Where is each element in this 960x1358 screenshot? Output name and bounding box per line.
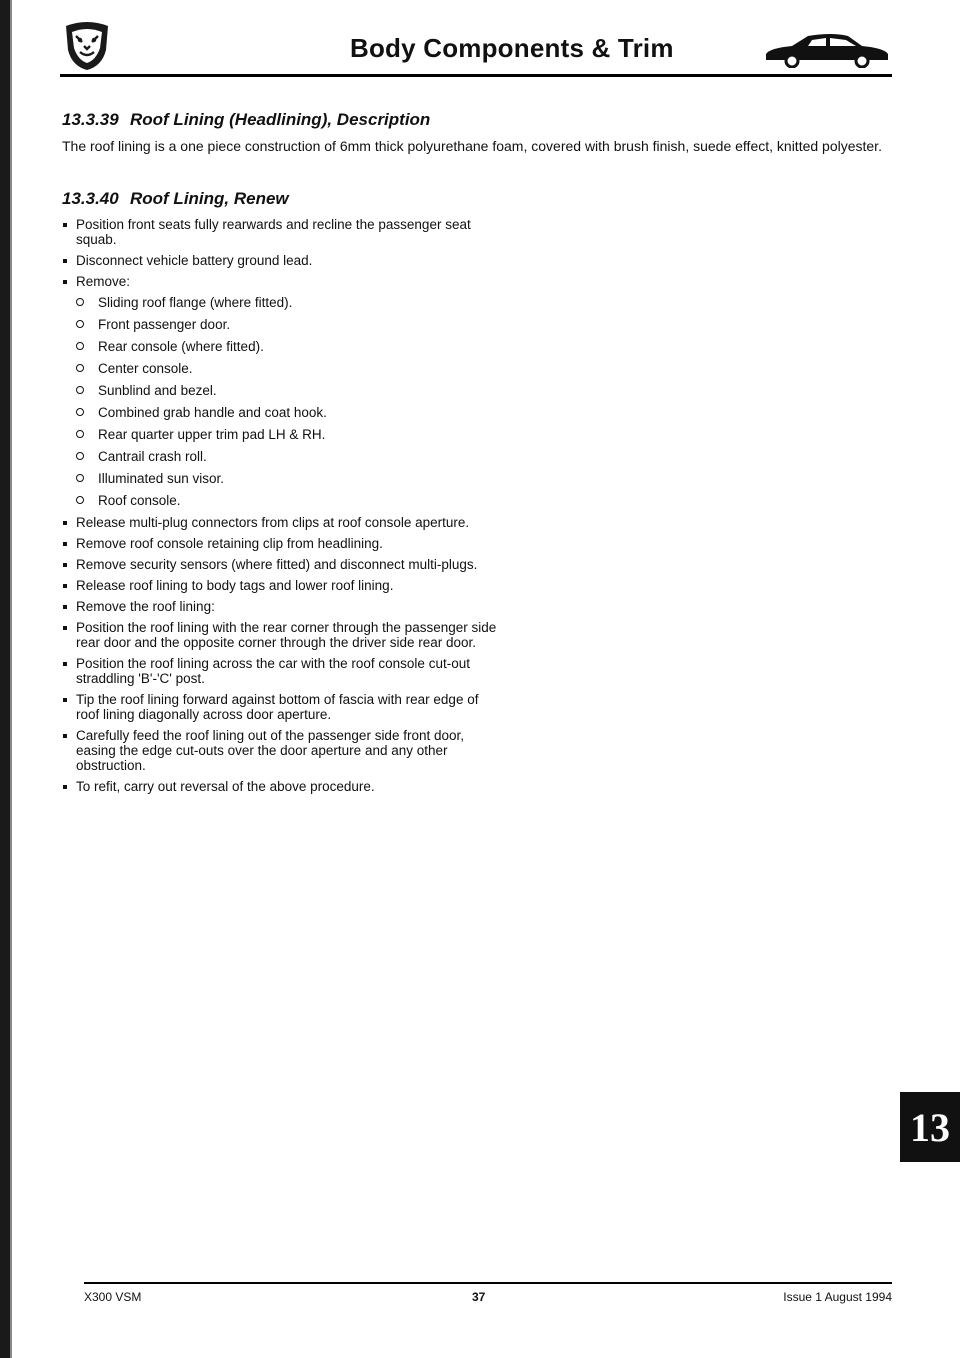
step-text: Release roof lining to body tags and lower roof lining. bbox=[76, 578, 394, 593]
manual-code: X300 VSM bbox=[84, 1290, 142, 1304]
section-heading-renew bbox=[62, 189, 902, 209]
circle-bullet-icon bbox=[76, 496, 84, 504]
circle-bullet-icon bbox=[76, 408, 84, 416]
circle-bullet-icon bbox=[76, 364, 84, 372]
circle-bullet-icon bbox=[76, 342, 84, 350]
list-item: Rear quarter upper trim pad LH & RH. bbox=[76, 427, 502, 442]
circle-bullet-icon bbox=[76, 298, 84, 306]
document-body bbox=[62, 110, 902, 800]
step-text: Position front seats fully rearwards and recline the passenger seat squab. bbox=[76, 217, 471, 247]
list-item: Roof console. bbox=[76, 493, 502, 508]
circle-bullet-icon bbox=[76, 452, 84, 460]
step-text: Tip the roof lining forward against bottom of fascia with rear edge of roof lining diagonally across door aperture. bbox=[76, 692, 479, 722]
list-item bbox=[62, 536, 502, 551]
list-item: Front passenger door. bbox=[76, 317, 502, 332]
list-item bbox=[62, 515, 502, 530]
page-number: 37 bbox=[472, 1290, 486, 1304]
step-text: Position the roof lining with the rear corner through the passenger side rear door and the opposite corner through the driver side rear door. bbox=[76, 620, 497, 650]
step-text: Remove the roof lining: bbox=[76, 599, 215, 614]
step-text: To refit, carry out reversal of the above procedure. bbox=[76, 779, 375, 794]
list-item: Sliding roof flange (where fitted). bbox=[76, 295, 502, 310]
list-item: Center console. bbox=[76, 361, 502, 376]
procedure-steps bbox=[62, 217, 502, 794]
list-item bbox=[62, 656, 502, 686]
circle-bullet-icon bbox=[76, 320, 84, 328]
description-paragraph: The roof lining is a one piece construction of 6mm thick polyurethane foam, covered with brush finish, suede effect, knitted polyester. bbox=[62, 138, 882, 154]
list-item: Cantrail crash roll. bbox=[76, 449, 502, 464]
step-text: Remove security sensors (where fitted) and disconnect multi-plugs. bbox=[76, 557, 478, 572]
section-title: Roof Lining (Headlining), Description bbox=[130, 110, 431, 129]
footer-rule bbox=[84, 1282, 892, 1284]
list-item bbox=[62, 620, 502, 650]
section-title: Roof Lining, Renew bbox=[130, 189, 289, 208]
step-text: Remove: bbox=[76, 274, 131, 289]
issue-date: Issue 1 August 1994 bbox=[783, 1290, 892, 1304]
page-header bbox=[60, 18, 892, 78]
jaguar-head-icon bbox=[62, 20, 112, 72]
list-item: Illuminated sun visor. bbox=[76, 471, 502, 486]
circle-bullet-icon bbox=[76, 430, 84, 438]
section-heading-description bbox=[62, 110, 902, 130]
car-side-icon bbox=[762, 32, 892, 68]
list-item bbox=[62, 779, 502, 794]
list-item bbox=[62, 557, 502, 572]
step-text: Carefully feed the roof lining out of the passenger side front door, easing the edge cut-outs over the door aperture and any other obstruction. bbox=[76, 728, 464, 773]
section-number: 13.3.40 bbox=[62, 189, 119, 208]
circle-bullet-icon bbox=[76, 474, 84, 482]
list-item: Sunblind and bezel. bbox=[76, 383, 502, 398]
list-item bbox=[62, 578, 502, 593]
list-item bbox=[62, 253, 502, 268]
section-number: 13.3.39 bbox=[62, 110, 119, 129]
list-item bbox=[62, 274, 502, 508]
chapter-tab: 13 bbox=[900, 1092, 960, 1162]
remove-sublist bbox=[76, 295, 502, 508]
list-item: Combined grab handle and coat hook. bbox=[76, 405, 502, 420]
list-item bbox=[62, 692, 502, 722]
page-footer bbox=[84, 1282, 892, 1312]
list-item bbox=[62, 599, 502, 614]
list-item: Rear console (where fitted). bbox=[76, 339, 502, 354]
step-text: Remove roof console retaining clip from headlining. bbox=[76, 536, 383, 551]
list-item bbox=[62, 217, 502, 247]
list-item bbox=[62, 728, 502, 773]
circle-bullet-icon bbox=[76, 386, 84, 394]
page-binding-edge bbox=[0, 0, 10, 1358]
step-text: Position the roof lining across the car with the roof console cut-out straddling 'B'-'C' post. bbox=[76, 656, 470, 686]
page-title: Body Components & Trim bbox=[350, 33, 674, 63]
header-rule bbox=[60, 74, 892, 77]
step-text: Release multi-plug connectors from clips at roof console aperture. bbox=[76, 515, 470, 530]
step-text: Disconnect vehicle battery ground lead. bbox=[76, 253, 313, 268]
